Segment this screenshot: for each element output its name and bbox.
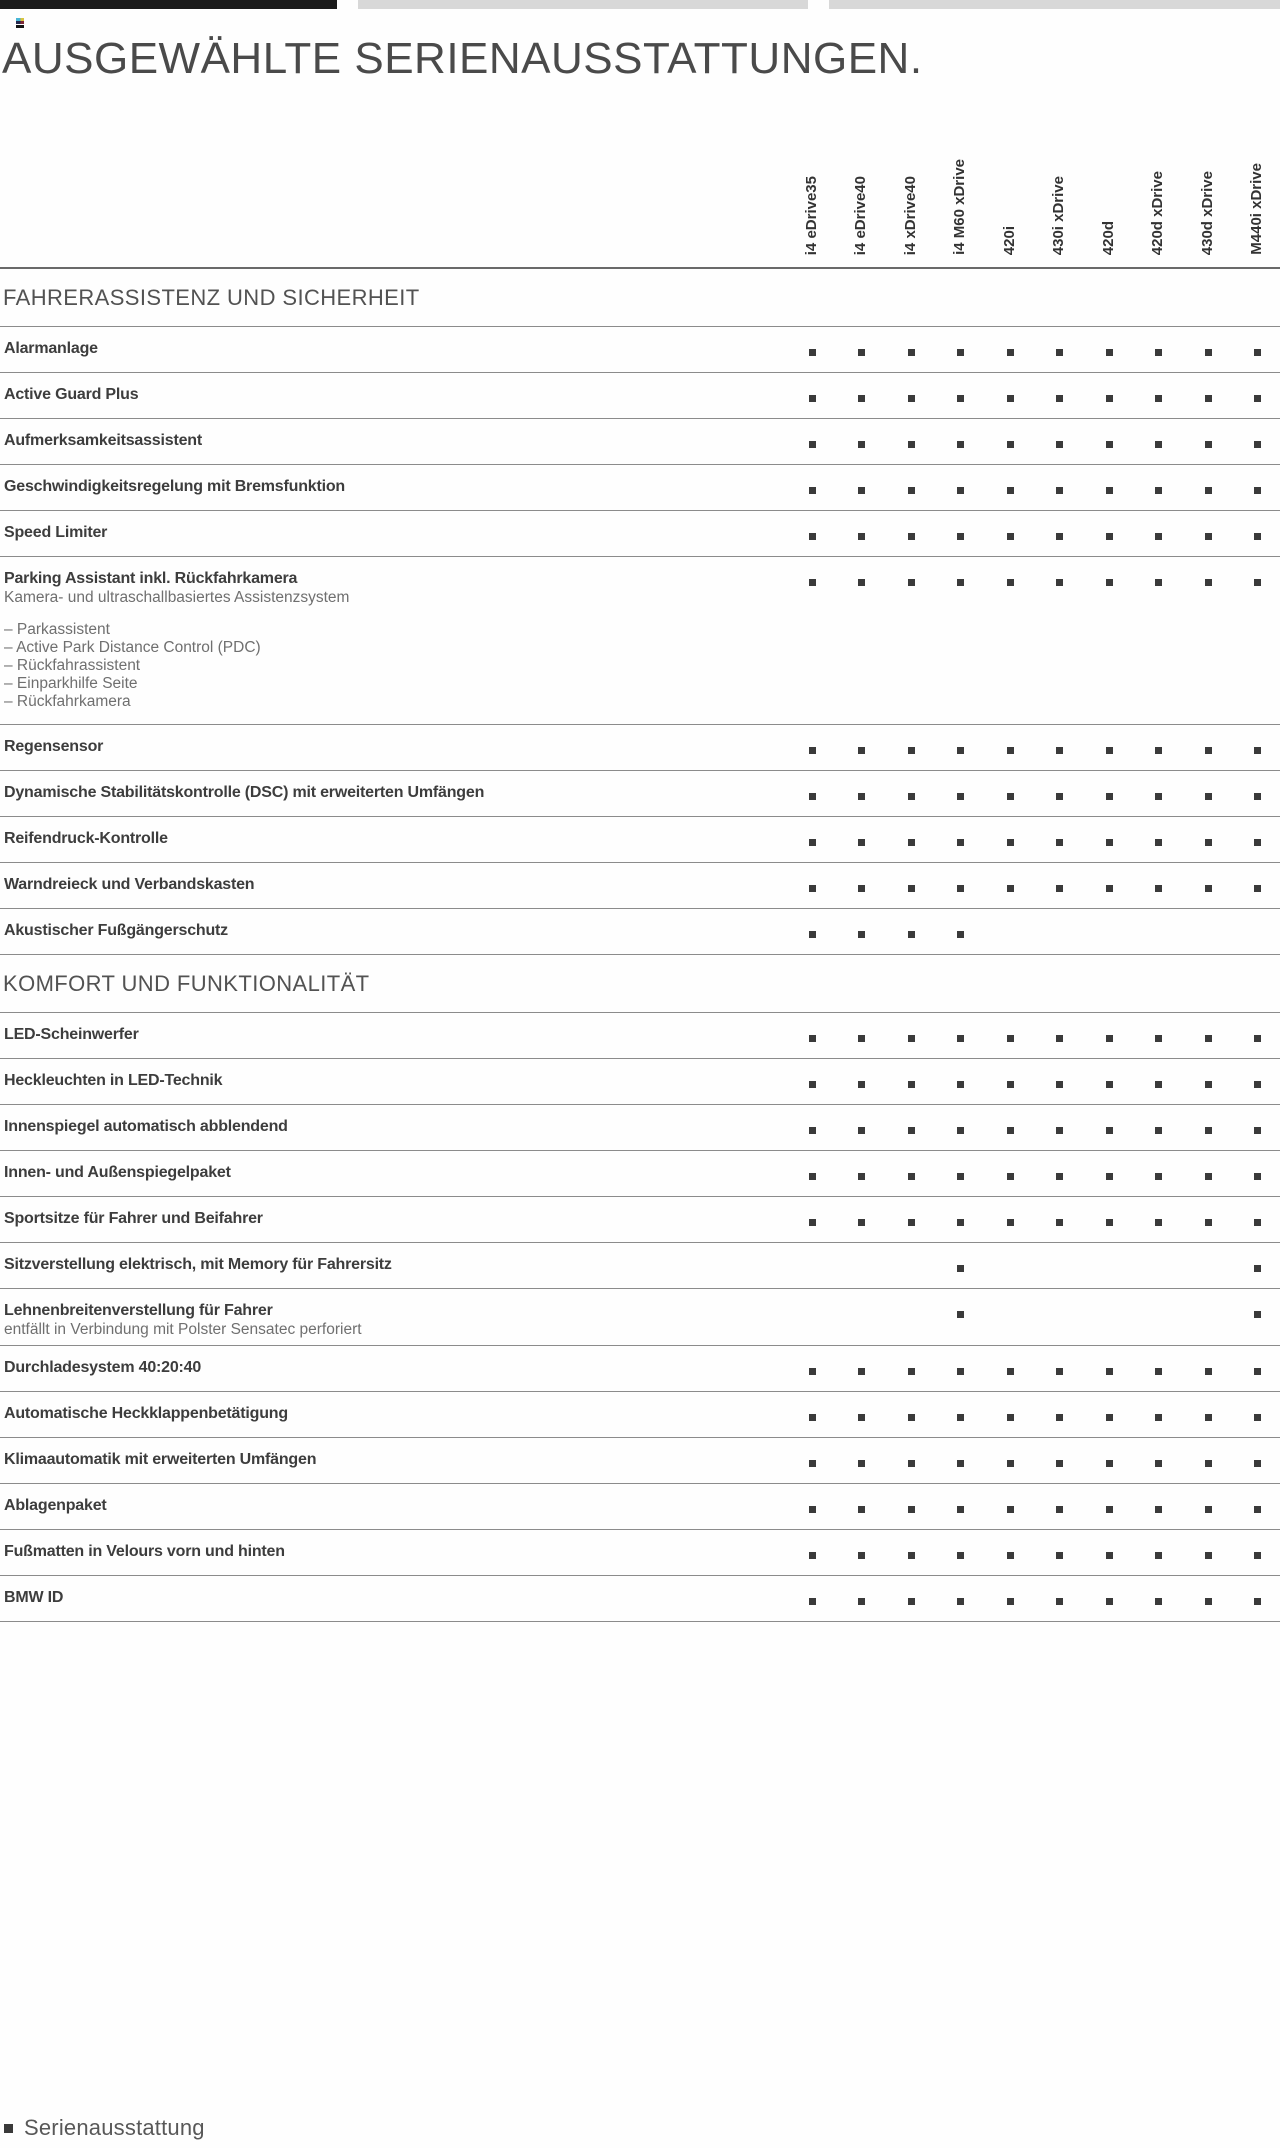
standard-equipment-marker — [908, 1173, 915, 1180]
standard-equipment-marker — [809, 747, 816, 754]
table-row — [0, 327, 1280, 373]
standard-equipment-marker — [908, 885, 915, 892]
standard-equipment-marker — [1155, 1460, 1162, 1467]
standard-equipment-marker — [957, 1173, 964, 1180]
standard-equipment-marker — [1007, 1219, 1014, 1226]
standard-equipment-marker — [1155, 1506, 1162, 1513]
table-row — [0, 771, 1280, 817]
standard-equipment-marker — [809, 1127, 816, 1134]
standard-equipment-marker — [809, 487, 816, 494]
standard-equipment-marker — [1106, 1414, 1113, 1421]
standard-equipment-marker — [858, 1035, 865, 1042]
standard-equipment-marker — [858, 579, 865, 586]
standard-equipment-marker — [957, 839, 964, 846]
standard-equipment-marker — [1155, 1035, 1162, 1042]
standard-equipment-marker — [1056, 1127, 1063, 1134]
standard-equipment-marker — [1056, 1598, 1063, 1605]
feature-label: LED-Scheinwerfer — [4, 1026, 139, 1043]
standard-equipment-marker — [1106, 441, 1113, 448]
standard-equipment-marker — [1254, 349, 1261, 356]
page-indicator-segment — [829, 0, 1280, 9]
standard-equipment-marker — [858, 1173, 865, 1180]
standard-equipment-marker — [1205, 1219, 1212, 1226]
standard-equipment-marker — [1205, 1598, 1212, 1605]
standard-equipment-marker — [1254, 1414, 1261, 1421]
standard-equipment-marker — [957, 1311, 964, 1318]
standard-equipment-marker — [1205, 579, 1212, 586]
standard-equipment-marker — [957, 441, 964, 448]
standard-equipment-marker — [858, 931, 865, 938]
standard-equipment-marker — [1106, 1081, 1113, 1088]
standard-equipment-marker — [1056, 441, 1063, 448]
standard-equipment-marker — [957, 793, 964, 800]
standard-equipment-marker — [809, 1173, 816, 1180]
standard-equipment-marker — [1106, 1127, 1113, 1134]
standard-equipment-marker — [1155, 1173, 1162, 1180]
standard-equipment-marker — [1007, 579, 1014, 586]
standard-equipment-marker — [908, 793, 915, 800]
standard-equipment-marker — [1155, 885, 1162, 892]
standard-equipment-marker — [858, 533, 865, 540]
standard-equipment-marker — [1205, 1173, 1212, 1180]
standard-equipment-marker — [908, 1598, 915, 1605]
column-headers — [0, 100, 1280, 269]
standard-equipment-marker — [809, 839, 816, 846]
standard-equipment-marker — [858, 1598, 865, 1605]
page-indicator-segment — [358, 0, 808, 9]
standard-equipment-marker — [1205, 1552, 1212, 1559]
standard-equipment-marker — [1007, 1173, 1014, 1180]
standard-equipment-marker — [908, 1035, 915, 1042]
table-row — [0, 1530, 1280, 1576]
table-row — [0, 1151, 1280, 1197]
standard-equipment-marker — [1205, 1127, 1212, 1134]
table-row — [0, 1576, 1280, 1622]
feature-label: Sitzverstellung elektrisch, mit Memory für Fahrersitz — [4, 1256, 392, 1273]
standard-equipment-marker — [809, 1035, 816, 1042]
feature-label: Parking Assistant inkl. Rückfahrkamera — [4, 570, 298, 587]
standard-equipment-marker — [1007, 487, 1014, 494]
standard-equipment-marker — [1007, 1035, 1014, 1042]
standard-equipment-marker — [1007, 349, 1014, 356]
standard-equipment-marker — [1056, 1506, 1063, 1513]
feature-details — [4, 621, 1280, 711]
standard-equipment-marker — [1155, 839, 1162, 846]
standard-equipment-marker — [1205, 1414, 1212, 1421]
standard-equipment-marker — [809, 1506, 816, 1513]
standard-equipment-marker — [1205, 533, 1212, 540]
standard-equipment-marker — [957, 1081, 964, 1088]
standard-equipment-marker — [1205, 839, 1212, 846]
standard-equipment-marker — [1056, 1219, 1063, 1226]
standard-equipment-marker — [1106, 1368, 1113, 1375]
feature-label: Alarmanlage — [4, 340, 98, 357]
standard-equipment-marker — [908, 1219, 915, 1226]
standard-equipment-marker — [957, 1460, 964, 1467]
standard-equipment-marker — [1155, 441, 1162, 448]
standard-equipment-marker — [1007, 1127, 1014, 1134]
standard-equipment-marker — [1007, 1368, 1014, 1375]
standard-equipment-marker — [1205, 747, 1212, 754]
table-row — [0, 1059, 1280, 1105]
standard-equipment-marker — [957, 1598, 964, 1605]
standard-equipment-marker — [858, 1368, 865, 1375]
standard-equipment-marker — [908, 1081, 915, 1088]
standard-equipment-marker — [809, 1219, 816, 1226]
feature-label: Reifendruck-Kontrolle — [4, 830, 168, 847]
table-row — [0, 557, 1280, 725]
standard-equipment-marker — [957, 579, 964, 586]
standard-equipment-marker — [957, 1552, 964, 1559]
table-row — [0, 419, 1280, 465]
standard-equipment-marker — [858, 1552, 865, 1559]
standard-equipment-marker — [858, 1081, 865, 1088]
standard-equipment-marker — [1254, 1173, 1261, 1180]
standard-equipment-marker — [1007, 793, 1014, 800]
legend — [4, 2114, 205, 2142]
standard-equipment-marker — [1056, 395, 1063, 402]
standard-equipment-marker — [1056, 487, 1063, 494]
standard-equipment-marker — [1254, 1081, 1261, 1088]
page-indicator-segment-active — [0, 0, 337, 9]
standard-equipment-marker — [1106, 1506, 1113, 1513]
standard-equipment-marker — [809, 1552, 816, 1559]
standard-equipment-marker — [1254, 533, 1261, 540]
standard-equipment-marker — [1056, 1368, 1063, 1375]
standard-equipment-marker — [1155, 395, 1162, 402]
standard-equipment-marker — [1205, 349, 1212, 356]
standard-equipment-marker — [1106, 533, 1113, 540]
standard-equipment-marker — [1106, 793, 1113, 800]
standard-equipment-marker — [908, 1506, 915, 1513]
standard-equipment-marker — [858, 793, 865, 800]
standard-equipment-marker — [908, 1552, 915, 1559]
standard-equipment-marker — [1155, 1368, 1162, 1375]
feature-label: Automatische Heckklappenbetätigung — [4, 1405, 288, 1422]
standard-equipment-marker — [858, 487, 865, 494]
standard-equipment-marker — [1106, 885, 1113, 892]
standard-equipment-marker — [908, 487, 915, 494]
table-row — [0, 465, 1280, 511]
standard-equipment-marker — [908, 839, 915, 846]
standard-equipment-marker — [1254, 839, 1261, 846]
standard-equipment-marker — [809, 395, 816, 402]
standard-equipment-marker — [1106, 1552, 1113, 1559]
standard-equipment-marker — [1205, 487, 1212, 494]
standard-equipment-marker — [957, 487, 964, 494]
standard-equipment-marker — [908, 395, 915, 402]
standard-equipment-marker — [809, 441, 816, 448]
standard-equipment-marker — [1007, 885, 1014, 892]
feature-label: Dynamische Stabilitätskontrolle (DSC) mit erweiterten Umfängen — [4, 784, 485, 801]
feature-detail-item: – Active Park Distance Control (PDC) — [4, 639, 261, 656]
standard-equipment-marker — [1254, 1219, 1261, 1226]
standard-equipment-marker — [1155, 1127, 1162, 1134]
standard-equipment-marker — [809, 793, 816, 800]
standard-equipment-marker — [1205, 1506, 1212, 1513]
standard-equipment-marker — [1205, 1368, 1212, 1375]
standard-equipment-marker — [858, 1219, 865, 1226]
standard-equipment-marker — [1056, 885, 1063, 892]
column-header: i4 eDrive40 — [852, 175, 869, 255]
standard-equipment-marker — [1155, 747, 1162, 754]
table-row — [0, 863, 1280, 909]
column-header: 420i — [1000, 225, 1018, 255]
standard-equipment-marker — [957, 1506, 964, 1513]
table-row — [0, 373, 1280, 419]
standard-equipment-marker — [1056, 1173, 1063, 1180]
standard-equipment-marker — [1155, 1414, 1162, 1421]
standard-equipment-marker — [1056, 1081, 1063, 1088]
feature-sublabel: Kamera- und ultraschallbasiertes Assistenzsystem — [4, 589, 350, 606]
standard-equipment-marker — [957, 1414, 964, 1421]
standard-equipment-marker — [908, 747, 915, 754]
standard-equipment-marker — [908, 349, 915, 356]
standard-equipment-marker — [858, 395, 865, 402]
feature-label: Fußmatten in Velours vorn und hinten — [4, 1543, 285, 1560]
standard-equipment-marker — [957, 747, 964, 754]
standard-equipment-marker — [1155, 1552, 1162, 1559]
standard-equipment-marker — [1007, 441, 1014, 448]
standard-equipment-marker — [1056, 533, 1063, 540]
standard-equipment-icon — [4, 2124, 13, 2133]
standard-equipment-marker — [1254, 1265, 1261, 1272]
standard-equipment-marker — [908, 931, 915, 938]
standard-equipment-marker — [1056, 1035, 1063, 1042]
feature-label: BMW ID — [4, 1589, 64, 1606]
standard-equipment-marker — [809, 533, 816, 540]
standard-equipment-marker — [1205, 1035, 1212, 1042]
standard-equipment-marker — [1205, 885, 1212, 892]
page-indicator-bars — [0, 0, 1280, 9]
standard-equipment-marker — [1007, 1414, 1014, 1421]
standard-equipment-marker — [858, 1460, 865, 1467]
standard-equipment-marker — [858, 349, 865, 356]
standard-equipment-marker — [1106, 747, 1113, 754]
standard-equipment-marker — [1106, 349, 1113, 356]
standard-equipment-marker — [809, 931, 816, 938]
standard-equipment-marker — [908, 1460, 915, 1467]
standard-equipment-marker — [1056, 579, 1063, 586]
standard-equipment-marker — [1106, 487, 1113, 494]
standard-equipment-marker — [957, 533, 964, 540]
standard-equipment-marker — [1205, 793, 1212, 800]
standard-equipment-marker — [908, 1414, 915, 1421]
table-row — [0, 1243, 1280, 1289]
standard-equipment-marker — [809, 1414, 816, 1421]
feature-label: Warndreieck und Verbandskasten — [4, 876, 255, 893]
standard-equipment-marker — [1205, 441, 1212, 448]
standard-equipment-marker — [1106, 1460, 1113, 1467]
table-row — [0, 1289, 1280, 1346]
standard-equipment-marker — [809, 1368, 816, 1375]
table-row — [0, 511, 1280, 557]
feature-label: Aufmerksamkeitsassistent — [4, 432, 202, 449]
standard-equipment-marker — [1007, 1081, 1014, 1088]
table-row — [0, 1013, 1280, 1059]
feature-label: Akustischer Fußgängerschutz — [4, 922, 228, 939]
table-row — [0, 1438, 1280, 1484]
standard-equipment-marker — [957, 885, 964, 892]
standard-equipment-marker — [957, 1265, 964, 1272]
standard-equipment-marker — [1254, 1598, 1261, 1605]
column-header: i4 M60 xDrive — [951, 159, 968, 255]
m-logo-icon — [16, 18, 24, 28]
standard-equipment-marker — [809, 1081, 816, 1088]
table-row — [0, 725, 1280, 771]
standard-equipment-marker — [957, 1368, 964, 1375]
standard-equipment-marker — [957, 1219, 964, 1226]
standard-equipment-marker — [1254, 441, 1261, 448]
standard-equipment-marker — [957, 1127, 964, 1134]
table-row — [0, 1392, 1280, 1438]
standard-equipment-marker — [1254, 1311, 1261, 1318]
standard-equipment-marker — [908, 441, 915, 448]
equipment-table — [0, 269, 1280, 1622]
standard-equipment-marker — [1106, 579, 1113, 586]
standard-equipment-marker — [809, 579, 816, 586]
standard-equipment-marker — [1056, 1414, 1063, 1421]
standard-equipment-marker — [858, 839, 865, 846]
standard-equipment-marker — [1007, 747, 1014, 754]
standard-equipment-marker — [1106, 1173, 1113, 1180]
feature-label: Speed Limiter — [4, 524, 108, 541]
standard-equipment-marker — [1106, 395, 1113, 402]
feature-label: Innen- und Außenspiegelpaket — [4, 1164, 231, 1181]
standard-equipment-marker — [1155, 349, 1162, 356]
legend-label: Serienausstattung — [24, 2115, 205, 2140]
standard-equipment-marker — [809, 349, 816, 356]
feature-label: Regensensor — [4, 738, 104, 755]
feature-label: Sportsitze für Fahrer und Beifahrer — [4, 1210, 263, 1227]
standard-equipment-marker — [1205, 1460, 1212, 1467]
table-row — [0, 1197, 1280, 1243]
section-title: FAHRERASSISTENZ UND SICHERHEIT — [0, 269, 1280, 327]
standard-equipment-marker — [1007, 1552, 1014, 1559]
table-row — [0, 1346, 1280, 1392]
standard-equipment-marker — [1007, 1506, 1014, 1513]
feature-label: Klimaautomatik mit erweiterten Umfängen — [4, 1451, 317, 1468]
standard-equipment-marker — [1254, 579, 1261, 586]
standard-equipment-marker — [908, 579, 915, 586]
standard-equipment-marker — [1254, 885, 1261, 892]
standard-equipment-marker — [1254, 395, 1261, 402]
standard-equipment-marker — [809, 885, 816, 892]
standard-equipment-marker — [1056, 1552, 1063, 1559]
feature-label: Heckleuchten in LED-Technik — [4, 1072, 223, 1089]
standard-equipment-marker — [908, 1127, 915, 1134]
feature-label: Geschwindigkeitsregelung mit Bremsfunktion — [4, 478, 345, 495]
standard-equipment-marker — [1056, 839, 1063, 846]
section-title: KOMFORT UND FUNKTIONALITÄT — [0, 955, 1280, 1013]
standard-equipment-marker — [1155, 1081, 1162, 1088]
feature-detail-item: – Parkassistent — [4, 621, 110, 638]
standard-equipment-marker — [1254, 1552, 1261, 1559]
feature-label: Innenspiegel automatisch abblendend — [4, 1118, 288, 1135]
feature-label: Active Guard Plus — [4, 386, 139, 403]
standard-equipment-marker — [1254, 1035, 1261, 1042]
standard-equipment-marker — [858, 747, 865, 754]
standard-equipment-marker — [1056, 349, 1063, 356]
table-row — [0, 1105, 1280, 1151]
table-row — [0, 1484, 1280, 1530]
standard-equipment-marker — [957, 931, 964, 938]
column-header: 430d xDrive — [1198, 170, 1216, 255]
standard-equipment-marker — [1106, 1035, 1113, 1042]
standard-equipment-marker — [858, 1506, 865, 1513]
table-row — [0, 909, 1280, 955]
column-header: 430i xDrive — [1050, 175, 1067, 255]
standard-equipment-marker — [908, 533, 915, 540]
column-header: i4 xDrive40 — [901, 175, 919, 255]
column-header: 420d — [1099, 220, 1117, 255]
standard-equipment-marker — [1205, 395, 1212, 402]
standard-equipment-marker — [1254, 1506, 1261, 1513]
feature-detail-item: – Rückfahrkamera — [4, 693, 131, 710]
standard-equipment-marker — [858, 1127, 865, 1134]
standard-equipment-marker — [957, 395, 964, 402]
standard-equipment-marker — [1155, 1219, 1162, 1226]
standard-equipment-marker — [957, 1035, 964, 1042]
standard-equipment-marker — [1007, 533, 1014, 540]
feature-detail-item: – Rückfahrassistent — [4, 657, 141, 674]
table-row — [0, 817, 1280, 863]
standard-equipment-marker — [1106, 1219, 1113, 1226]
standard-equipment-marker — [858, 885, 865, 892]
standard-equipment-marker — [1007, 395, 1014, 402]
standard-equipment-marker — [1254, 1460, 1261, 1467]
feature-label: Durchladesystem 40:20:40 — [4, 1359, 202, 1376]
standard-equipment-marker — [1155, 579, 1162, 586]
column-header: M440i xDrive — [1248, 163, 1265, 255]
standard-equipment-marker — [1106, 839, 1113, 846]
standard-equipment-marker — [1155, 533, 1162, 540]
standard-equipment-marker — [1056, 1460, 1063, 1467]
column-header: 420d xDrive — [1149, 170, 1166, 255]
standard-equipment-marker — [1056, 747, 1063, 754]
feature-detail-item: – Einparkhilfe Seite — [4, 675, 138, 692]
page-title: AUSGEWÄHLTE SERIENAUSSTATTUNGEN. — [2, 34, 923, 83]
standard-equipment-marker — [809, 1460, 816, 1467]
standard-equipment-marker — [1106, 1598, 1113, 1605]
standard-equipment-marker — [1254, 747, 1261, 754]
standard-equipment-marker — [1205, 1081, 1212, 1088]
standard-equipment-marker — [1007, 1460, 1014, 1467]
standard-equipment-marker — [858, 441, 865, 448]
standard-equipment-marker — [1007, 1598, 1014, 1605]
standard-equipment-marker — [1007, 839, 1014, 846]
standard-equipment-marker — [908, 1368, 915, 1375]
column-header: i4 eDrive35 — [802, 175, 820, 255]
standard-equipment-marker — [1056, 793, 1063, 800]
feature-sublabel: entfällt in Verbindung mit Polster Sensatec perforiert — [4, 1321, 362, 1338]
standard-equipment-marker — [809, 1598, 816, 1605]
feature-label: Ablagenpaket — [4, 1497, 107, 1514]
standard-equipment-marker — [1254, 487, 1261, 494]
feature-label: Lehnenbreitenverstellung für Fahrer — [4, 1302, 273, 1319]
standard-equipment-marker — [957, 349, 964, 356]
standard-equipment-marker — [1254, 1368, 1261, 1375]
standard-equipment-marker — [1155, 487, 1162, 494]
standard-equipment-marker — [1155, 793, 1162, 800]
standard-equipment-marker — [1254, 1127, 1261, 1134]
standard-equipment-marker — [858, 1414, 865, 1421]
standard-equipment-marker — [1254, 793, 1261, 800]
standard-equipment-marker — [1155, 1598, 1162, 1605]
